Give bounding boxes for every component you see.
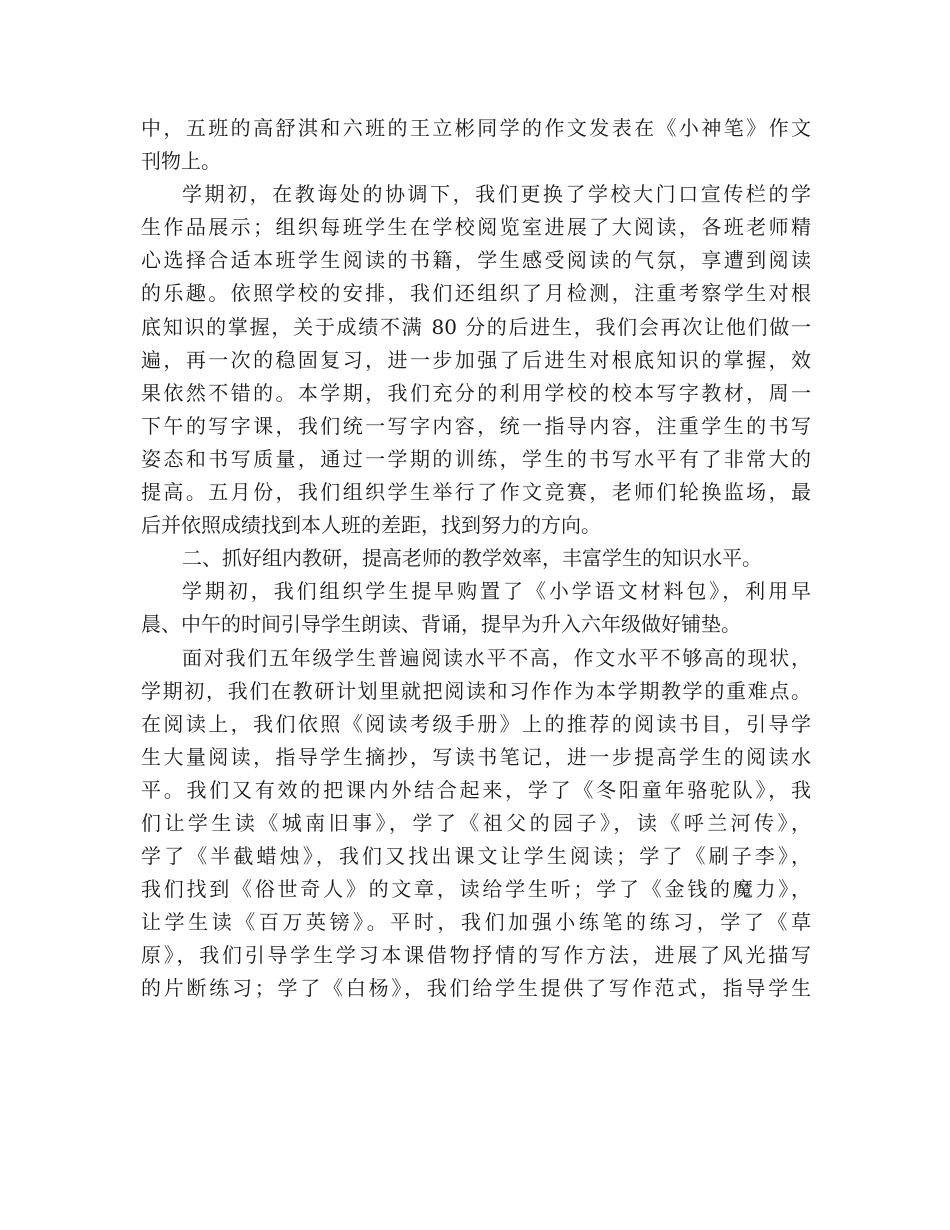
text-line: 原》，我们引导学生学习本课借物抒情的写作方法，进展了风光描写 xyxy=(141,943,811,968)
paragraph-first-line: 学期初，在教诲处的协调下，我们更换了学校大门口宣传栏的学 xyxy=(182,182,811,207)
document-body xyxy=(141,112,811,1006)
text-line: 下午的写字课，我们统一写字内容，统一指导内容，注重学生的书写 xyxy=(141,413,811,438)
text-line: 学了《半截蜡烛》，我们又找出课文让学生阅读；学了《刷子李》， xyxy=(141,844,811,869)
text-line: 学期初，我们在教研计划里就把阅读和习作作为本学期教学的重难点。 xyxy=(141,678,811,703)
text-line: 的乐趣。依照学校的安排，我们还组织了月检测，注重考察学生对根 xyxy=(141,281,811,306)
text-line: 底知识的掌握，关于成绩不满 80 分的后进生，我们会再次让他们做一 xyxy=(141,314,811,339)
text-line: 生大量阅读，指导学生摘抄，写读书笔记，进一步提高学生的阅读水 xyxy=(141,744,811,769)
text-line: 后并依照成绩找到本人班的差距，找到努力的方向。 xyxy=(141,513,601,538)
text-line: 的片断练习；学了《白杨》，我们给学生提供了写作范式，指导学生 xyxy=(141,976,811,1001)
section-heading: 二、抓好组内教研，提高老师的教学效率，丰富学生的知识水平。 xyxy=(182,546,762,571)
text-line: 果依然不错的。本学期，我们充分的利用学校的校本写字教材，周一 xyxy=(141,380,811,405)
text-line: 心选择合适本班学生阅读的书籍，学生感受阅读的气氛，享遭到阅读 xyxy=(141,248,811,273)
paragraph-first-line: 学期初，我们组织学生提早购置了《小学语文材料包》，利用早 xyxy=(182,579,811,604)
text-line: 遍，再一次的稳固复习，进一步加强了后进生对根底知识的掌握，效 xyxy=(141,347,811,372)
text-line: 姿态和书写质量，通过一学期的训练，学生的书写水平有了非常大的 xyxy=(141,446,811,471)
text-line: 提高。五月份，我们组织学生举行了作文竞赛，老师们轮换监场，最 xyxy=(141,480,811,505)
text-line: 平。我们又有效的把课内外结合起来，学了《冬阳童年骆驼队》，我 xyxy=(141,777,811,802)
text-line: 中，五班的高舒淇和六班的王立彬同学的作文发表在《小神笔》作文 xyxy=(141,116,811,140)
text-line: 我们找到《俗世奇人》的文章，读给学生听；学了《金钱的魔力》， xyxy=(141,877,811,902)
text-line: 刊物上。 xyxy=(141,149,221,174)
text-line: 在阅读上，我们依照《阅读考级手册》上的推荐的阅读书目，引导学 xyxy=(141,711,811,736)
text-line: 晨、中午的时间引导学生朗读、背诵，提早为升入六年级做好铺垫。 xyxy=(141,612,741,637)
paragraph-first-line: 面对我们五年级学生普遍阅读水平不高，作文水平不够高的现状， xyxy=(182,645,811,670)
text-line: 让学生读《百万英镑》。平时，我们加强小练笔的练习，学了《草 xyxy=(141,910,811,935)
text-line: 们让学生读《城南旧事》，学了《祖父的园子》，读《呼兰河传》， xyxy=(141,810,811,835)
text-line: 生作品展示；组织每班学生在学校阅览室进展了大阅读，各班老师精 xyxy=(141,215,811,240)
